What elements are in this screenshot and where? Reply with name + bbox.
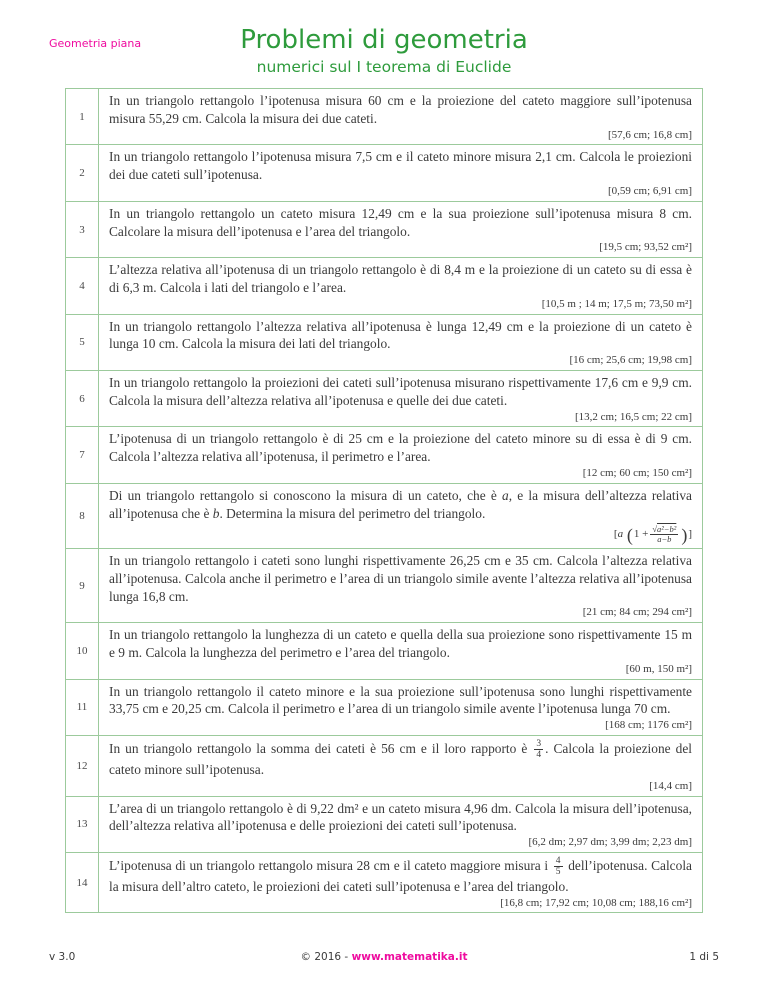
problem-number: 13 — [66, 796, 99, 852]
page-footer — [0, 951, 768, 967]
problem-answer: [19,5 cm; 93,52 cm²] — [599, 241, 692, 254]
problem-answer: [60 m, 150 m²] — [625, 662, 692, 675]
ratio-fraction: $\frac{3}{4}$ — [536, 739, 542, 761]
problem-row — [66, 89, 703, 145]
page-subtitle: numerici sul I teorema di Euclide — [256, 58, 512, 76]
problem-answer: [16 cm; 25,6 cm; 19,98 cm] — [569, 354, 692, 367]
problem-answer: [16,8 cm; 17,92 cm; 10,08 cm; 188,16 cm²] — [500, 896, 692, 909]
problem-answer: [10,5 m ; 14 m; 17,5 m; 73,50 m²] — [541, 297, 692, 310]
variable-b: b — [212, 505, 220, 521]
problem-number: 9 — [66, 549, 99, 623]
problem-row — [66, 483, 703, 548]
problem-text: In un triangolo rettangolo i cateti sono lunghi rispettivamente 26,25 cm e 35 cm. Calcola l’altezza relativa all’ipotenusa. Calcola anche il perimetro e l’area di un triangolo simile avente l’altezza relativa all’ipotenusa lunga 16,8 cm. — [109, 553, 692, 604]
problem-text: In un triangolo rettangolo la proiezioni dei cateti sull’ipotenusa misurano rispettivamente 17,6 cm e 9,9 cm. Calcola la misura dell’altezza relativa all’ipotenusa e quelle dei due cateti. — [109, 375, 692, 408]
problem-text: L’area di un triangolo rettangolo è di 9,22 dm² e un cateto misura 4,96 dm. Calcola la misura dell’ipotenusa, dell’altezza relativa all’ipotenusa e delle proiezioni dei cateti sull’ipotenusa. — [109, 800, 692, 834]
problem-number: 5 — [66, 314, 99, 370]
problem-row — [66, 549, 703, 623]
problem-row — [66, 796, 703, 852]
page-number: 1 di 5 — [689, 951, 719, 963]
copyright: © 2016 - www.matematika.it — [300, 951, 468, 963]
problem-row — [66, 145, 703, 201]
ratio-fraction: $\frac{4}{5}$ — [555, 855, 561, 878]
problem-number: 14 — [66, 852, 99, 912]
problem-number: 6 — [66, 371, 99, 427]
problem-answer: [57,6 cm; 16,8 cm] — [607, 128, 692, 141]
version-label: v 3.0 — [49, 951, 76, 963]
problem-number: 8 — [66, 483, 99, 548]
problem-answer: [14,4 cm] — [649, 779, 692, 792]
problem-row — [66, 201, 703, 257]
problem-text: In un triangolo rettangolo il cateto minore e la sua proiezione sull’ipotenusa sono lunghi rispettivamente 33,75 cm e 20,25 cm. Calcola il perimetro e l’area di un triangolo simile avente l’ipotenusa lunga 70 cm. — [109, 683, 692, 717]
problem-number: 10 — [66, 623, 99, 679]
problem-text: Di un triangolo rettangolo si conoscono la misura di un cateto, che è a, e la misura dell’altezza relativa all’ipotenusa che è b. Determina la misura del perimetro del triangolo. — [109, 487, 692, 521]
sqrt-fraction: $\frac{\text{√a²−b²}}{a-b}$ — [652, 523, 677, 545]
problem-text: In un triangolo rettangolo la lunghezza di un cateto e quella della sua proiezione sono rispettivamente 15 m e 9 m. Calcola la lunghezza del perimetro e l’area del triangolo. — [109, 627, 692, 661]
problem-row — [66, 679, 703, 735]
problem-text: In un triangolo rettangolo l’altezza relativa all’ipotenusa è lunga 12,49 cm e la proiezione di un cateto è lunga 10 cm. Calcola la misura dei lati del triangolo. — [109, 318, 692, 352]
problem-number: 7 — [66, 427, 99, 483]
problem-text: In un triangolo rettangolo un cateto misura 12,49 cm e la sua proiezione sull’ipotenusa misura 8 cm. Calcolare la misura dell’ipotenusa e l’area del triangolo. — [109, 205, 692, 239]
problem-number: 1 — [66, 89, 99, 145]
close-paren: ) — [681, 524, 688, 545]
problem-answer: [168 cm; 1176 cm²] — [605, 719, 692, 732]
problem-answer-formula: [ a ( 1 + $\frac{\text{√a²−b²}}{a-b}$ ) ] — [613, 523, 692, 545]
problem-row — [66, 371, 703, 427]
problem-answer: [12 cm; 60 cm; 150 cm²] — [582, 467, 692, 480]
problem-answer: [0,59 cm; 6,91 cm] — [607, 185, 692, 198]
variable-a: a — [502, 487, 509, 503]
problem-answer: [21 cm; 84 cm; 294 cm²] — [582, 606, 692, 619]
problem-answer: [13,2 cm; 16,5 cm; 22 cm] — [574, 410, 692, 423]
problem-number: 2 — [66, 145, 99, 201]
problem-text: In un triangolo rettangolo la somma dei cateti è 56 cm e il loro rapporto è $\frac{3}{4}$ . Calcola la proiezione del cateto minore sull’ipotenusa. — [109, 739, 693, 777]
problem-text: L’ipotenusa di un triangolo rettangolo misura 28 cm e il cateto maggiore misura i $\frac{4}{5}$ dell’ipotenusa. Calcola la misura dell’altro cateto, le proiezioni dei cateti sull’ipotenusa e l’area del triangolo. — [109, 855, 692, 894]
matematika-link[interactable]: www.matematika.it — [351, 951, 468, 963]
problem-row — [66, 736, 703, 796]
problem-row — [66, 623, 703, 679]
problem-row — [66, 314, 703, 370]
page-title: Problemi di geometria — [240, 25, 528, 55]
category-label: Geometria piana — [49, 37, 142, 50]
problem-number: 3 — [66, 201, 99, 257]
problem-number: 4 — [66, 258, 99, 314]
problem-number: 12 — [66, 736, 99, 796]
problem-text: In un triangolo rettangolo l’ipotenusa misura 60 cm e la proiezione del cateto maggiore sull’ipotenusa misura 55,29 cm. Calcola la misura dei due cateti. — [109, 93, 692, 126]
problems-table — [65, 88, 703, 913]
problem-row — [66, 852, 703, 912]
open-paren: ( — [626, 524, 633, 545]
problem-text: L’altezza relativa all’ipotenusa di un triangolo rettangolo è di 8,4 m e la proiezione di un cateto su di essa è di 6,3 m. Calcola i lati del triangolo e l’area. — [109, 262, 692, 296]
problem-row — [66, 427, 703, 483]
problem-text: L’ipotenusa di un triangolo rettangolo è di 25 cm e la proiezione del cateto minore su di essa è di 9 cm. Calcola l’altezza relativa all’ipotenusa, il perimetro e l’area. — [109, 431, 692, 465]
problem-answer: [6,2 dm; 2,97 dm; 3,99 dm; 2,23 dm] — [528, 836, 692, 849]
problem-number: 11 — [66, 679, 99, 735]
problem-row — [66, 258, 703, 314]
problem-text: In un triangolo rettangolo l’ipotenusa misura 7,5 cm e il cateto minore misura 2,1 cm. Calcola le proiezioni dei due cateti sull’ipotenusa. — [109, 149, 692, 183]
